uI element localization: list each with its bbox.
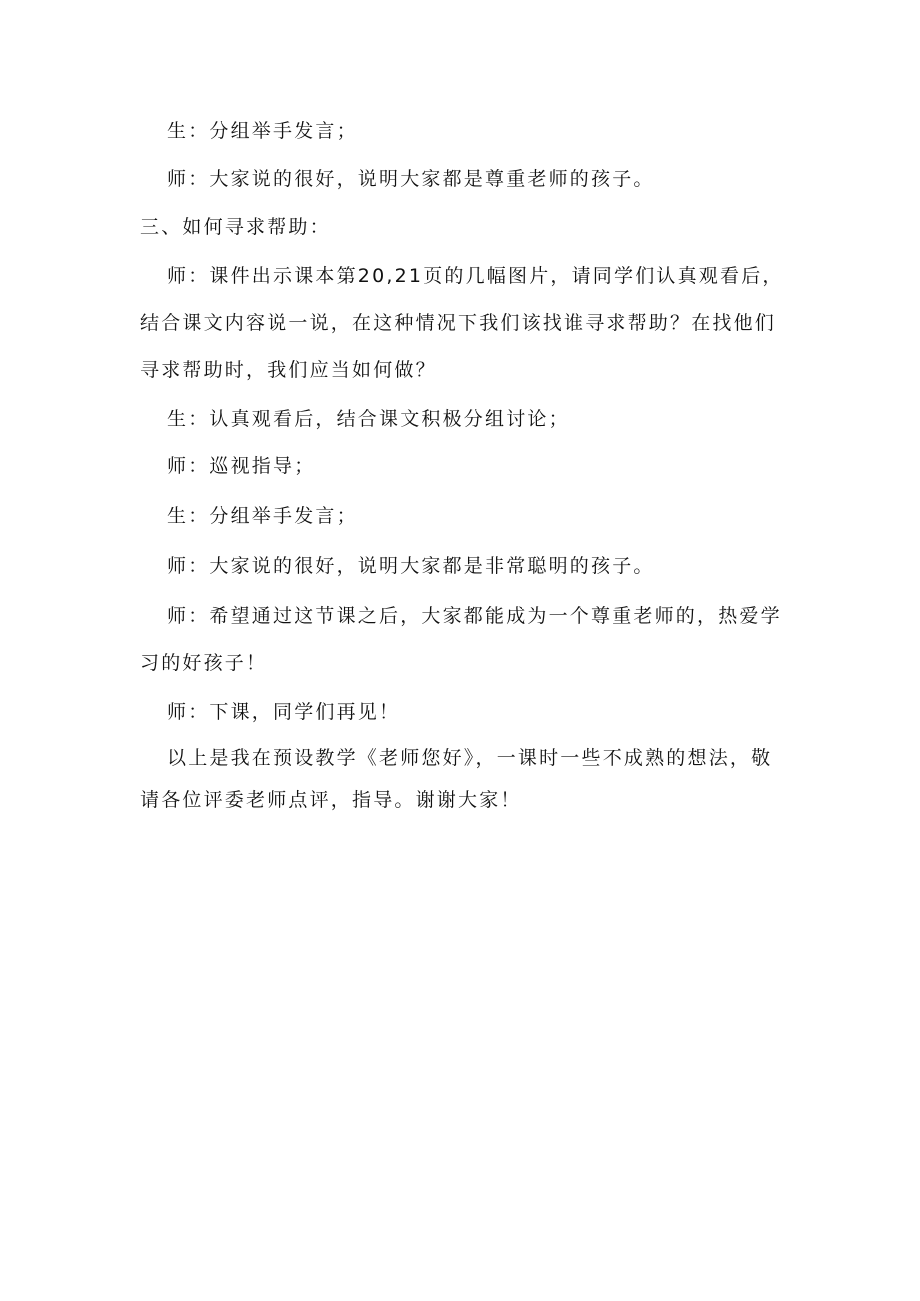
paragraph-teacher-goodbye: 师：下课，同学们再见！	[167, 701, 401, 723]
paragraph-teacher-smart: 师：大家说的很好，说明大家都是非常聪明的孩子。	[167, 555, 655, 577]
paragraph-student-group-speak-2: 生：分组举手发言；	[167, 505, 358, 527]
section-heading-seek-help: 三、如何寻求帮助：	[140, 216, 331, 238]
paragraph-teacher-hope: 师：希望通过这节课之后，大家都能成为一个尊重老师的，热爱学习的好孩子！	[140, 605, 782, 674]
paragraph-student-group-speak: 生：分组举手发言；	[167, 120, 358, 142]
paragraph-teacher-guide: 师：巡视指导；	[167, 455, 316, 477]
paragraph-student-discuss: 生：认真观看后，结合课文积极分组讨论；	[167, 408, 570, 430]
paragraph-teacher-courseware: 师：课件出示课本第20,21页的几幅图片，请同学们认真观看后，结合课文内容说一说，在这种情况下我们该找谁寻求帮助？在找他们寻求帮助时，我们应当如何做？	[140, 265, 784, 381]
paragraph-closing: 以上是我在预设教学《老师您好》，一课时一些不成熟的想法，敬请各位评委老师点评，指导。谢谢大家！	[140, 747, 773, 811]
paragraph-teacher-respect: 师：大家说的很好，说明大家都是尊重老师的孩子。	[167, 168, 655, 190]
